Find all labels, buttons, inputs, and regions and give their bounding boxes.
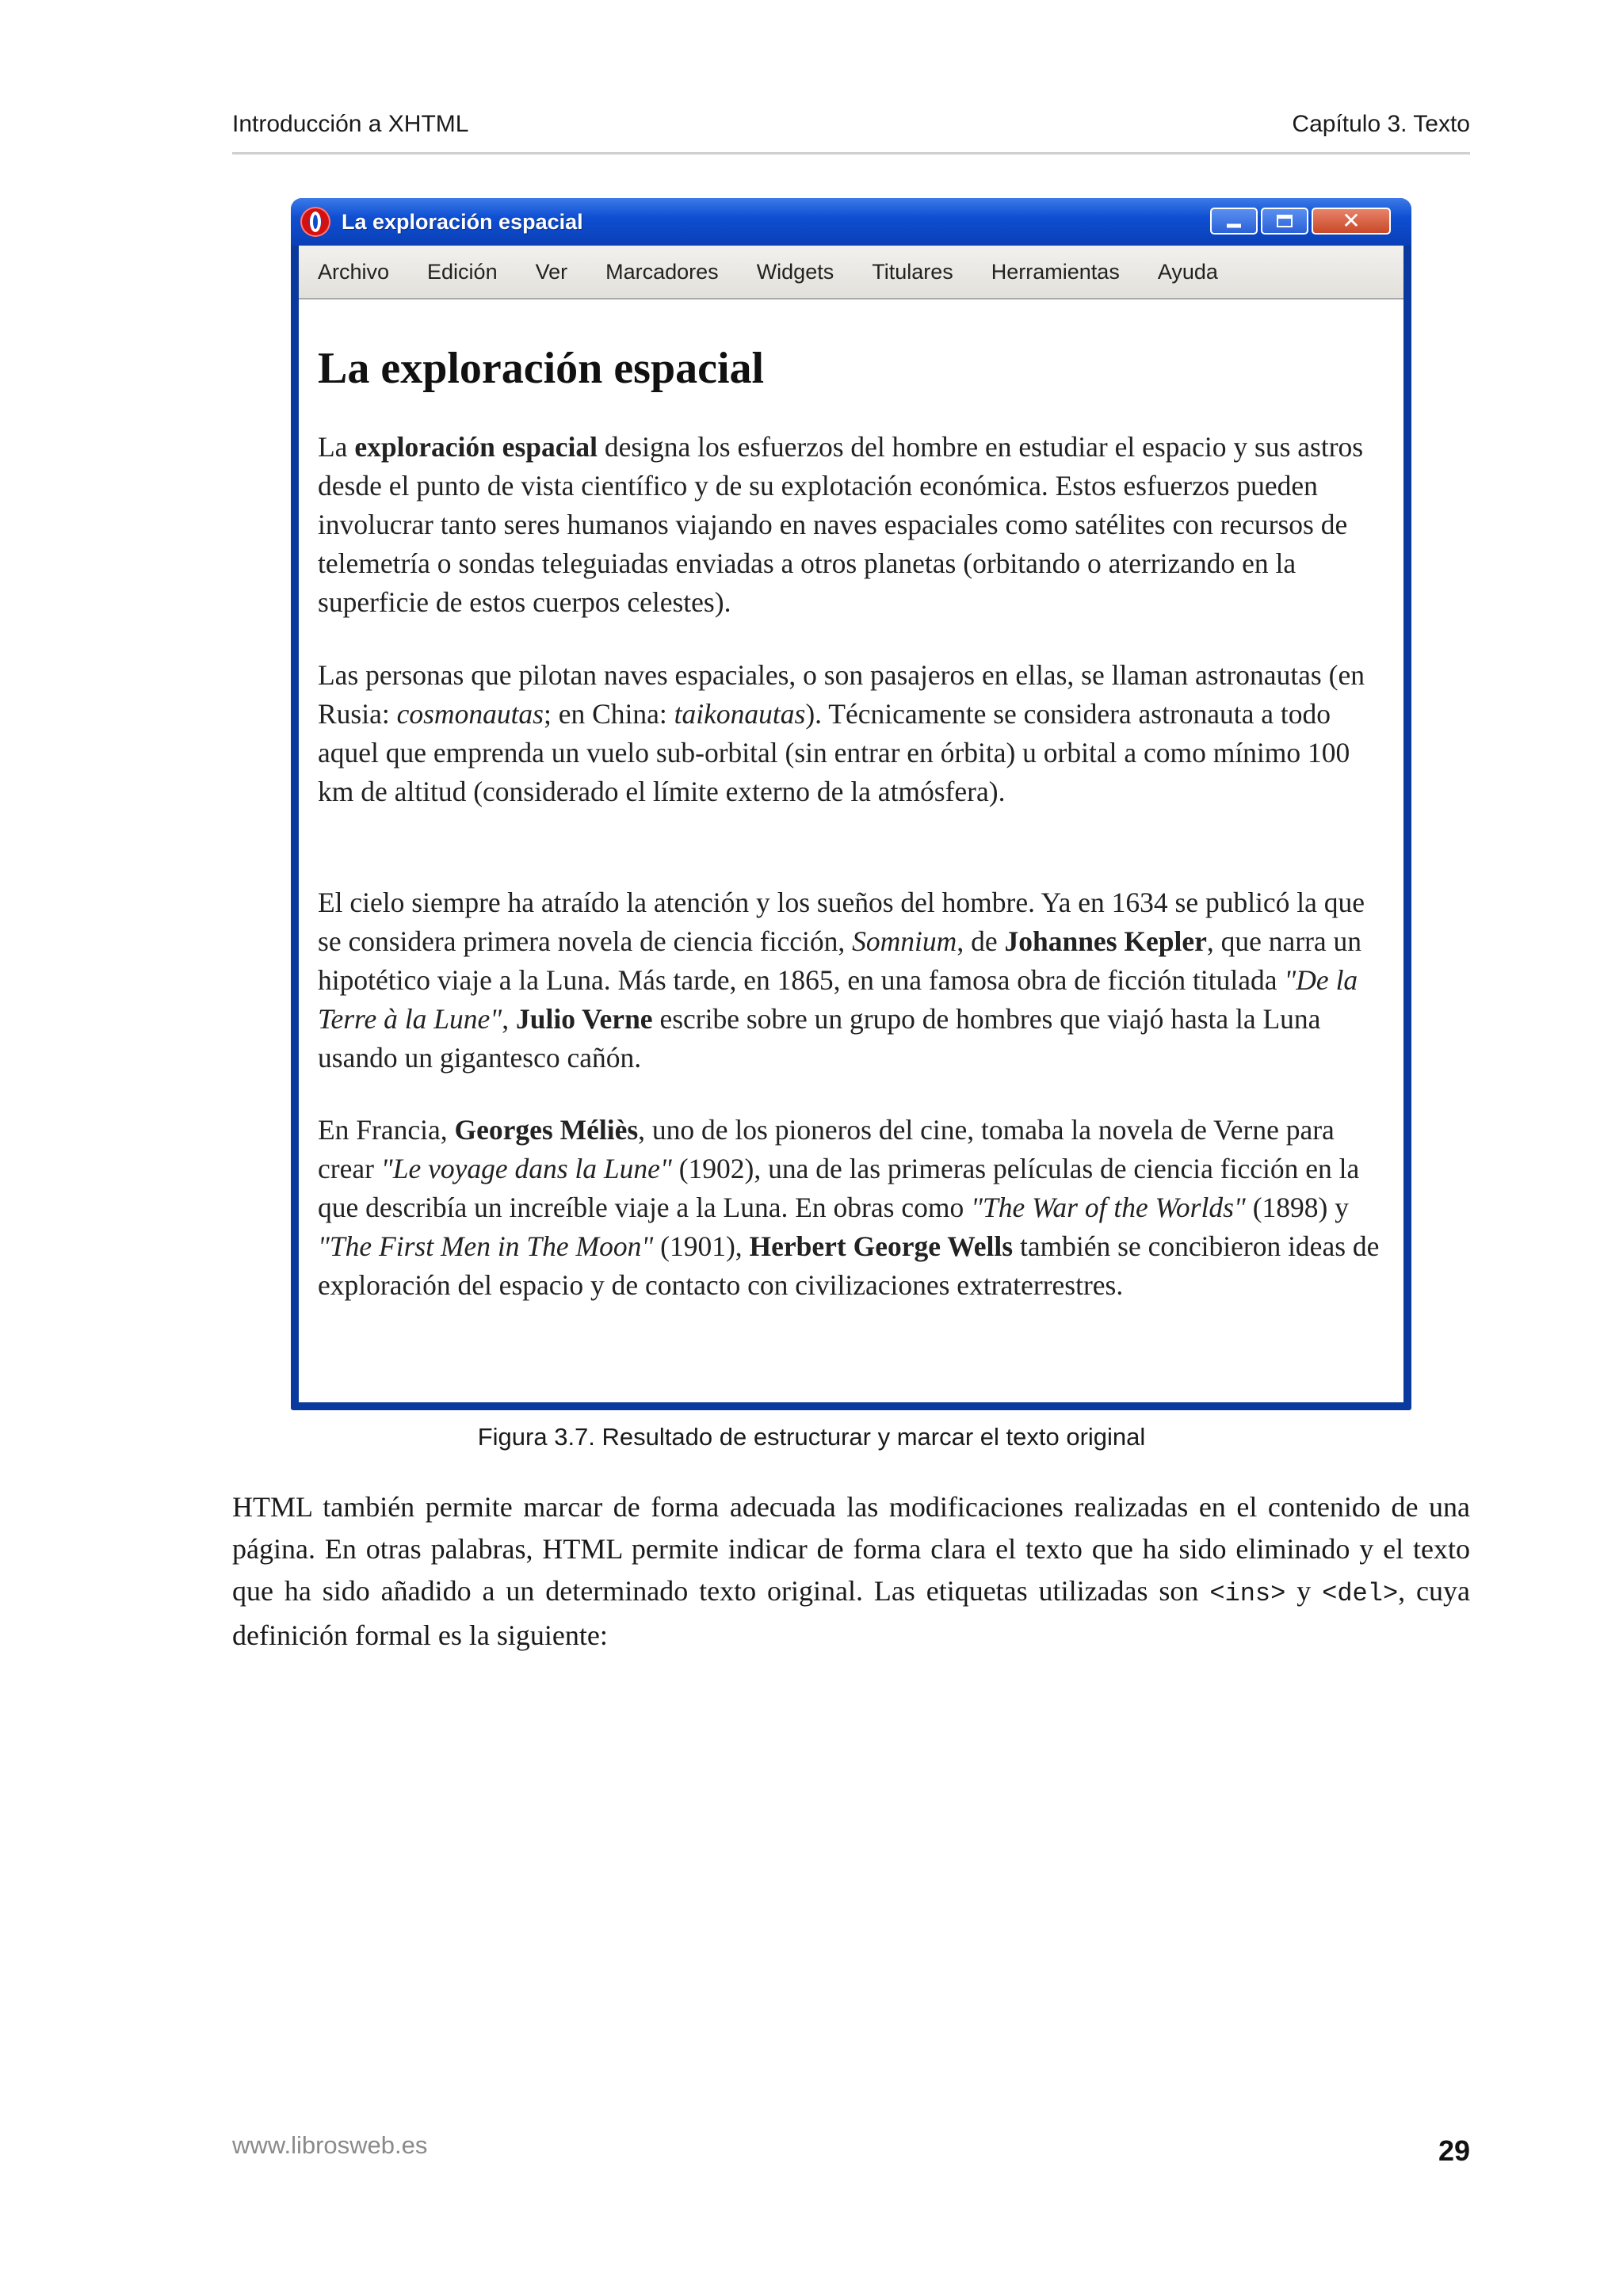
text-run: (1898) y [1245, 1192, 1349, 1223]
text-run: (1901), [653, 1230, 750, 1262]
code-text: <ins> [1209, 1579, 1286, 1608]
menu-herramientas[interactable]: Herramientas [991, 259, 1120, 284]
article-heading: La exploración espacial [318, 344, 765, 393]
text-run: , cuya definición formal es la siguiente: [232, 1575, 1470, 1651]
running-header [232, 111, 1470, 154]
text-run: Las personas que pilotan naves espaciales, o son pasajeros en ellas, se llaman astronautas (en Rusia: [318, 659, 1365, 730]
text-run: El cielo siempre ha atraído la atención y los sueños del hombre. Ya en 1634 se publicó la que se considera primera novela de ciencia ficción, [318, 887, 1365, 957]
menu-bar [299, 246, 1403, 299]
italic-text: "The War of the Worlds" [971, 1192, 1246, 1223]
menu-edicion[interactable]: Edición [427, 259, 498, 284]
text-run: también se concibieron ideas de exploración del espacio y de contacto con civilizaciones extraterrestres. [318, 1230, 1380, 1301]
menu-ver[interactable]: Ver [535, 259, 568, 284]
bold-text: Georges Méliès [454, 1114, 639, 1146]
italic-text: taikonautas [674, 698, 806, 730]
browser-window-screenshot [291, 198, 1411, 1410]
italic-text: "The First Men in The Moon" [318, 1230, 654, 1262]
menu-titulares[interactable]: Titulares [872, 259, 953, 284]
maximize-button[interactable] [1261, 208, 1308, 235]
text-run: , que narra un hipotético viaje a la Luna. Más tarde, en 1865, en una famosa obra de ficción titulada [318, 925, 1362, 996]
article-paragraph-4 [318, 1111, 1388, 1305]
window-controls [1210, 208, 1391, 235]
text-run: ). Técnicamente se considera astronauta a todo aquel que emprenda un vuelo sub-orbital (sin entrar en órbita) u orbital a como mínimo 100 km de altitud (considerado el límite externo de la atmósfera). [318, 698, 1350, 807]
close-button[interactable] [1312, 208, 1391, 235]
text-run: ; en China: [544, 698, 674, 730]
code-text: <del> [1322, 1579, 1399, 1608]
text-run: , de [957, 925, 1005, 957]
minimize-button[interactable] [1210, 208, 1258, 235]
header-book-title: Introducción a XHTML [232, 111, 469, 137]
header-chapter: Capítulo 3. Texto [1292, 111, 1470, 137]
page-content [299, 299, 1403, 1402]
text-run: En Francia, [318, 1114, 455, 1146]
close-icon: ✕ [1342, 208, 1361, 233]
text-run: , uno de los pioneros del cine, tomaba la novela de Verne para crear [318, 1114, 1335, 1184]
window-title: La exploración espacial [342, 209, 583, 234]
article-paragraph-2 [318, 656, 1388, 811]
text-run: designa los esfuerzos del hombre en estudiar el espacio y sus astros desde el punto de vista científico y de su explotación económica. Estos esfuerzos pueden involucrar tanto seres humanos viajando en naves espaciales como satélites con recursos de telemetría o sondas teleguiadas enviadas a otros planetas (orbitando o aterrizando en la superficie de estos cuerpos celestes). [318, 431, 1364, 618]
bold-text: Johannes Kepler [1004, 925, 1207, 957]
italic-text: "Le voyage dans la Lune" [380, 1153, 672, 1184]
text-run: La [318, 431, 355, 463]
footer-url: www.librosweb.es [232, 2131, 428, 2159]
minimize-icon [1227, 224, 1241, 228]
page-number: 29 [1438, 2134, 1470, 2167]
opera-icon [300, 207, 330, 237]
menu-marcadores[interactable]: Marcadores [605, 259, 719, 284]
italic-text: "De la Terre à la Lune" [318, 964, 1358, 1035]
article-paragraph-3 [318, 883, 1388, 1077]
article-paragraph-1 [318, 428, 1388, 622]
menu-archivo[interactable]: Archivo [318, 259, 390, 284]
menu-widgets[interactable]: Widgets [756, 259, 834, 284]
menu-ayuda[interactable]: Ayuda [1157, 259, 1218, 284]
body-paragraph [232, 1486, 1470, 1657]
italic-text: cosmonautas [396, 698, 544, 730]
bold-text: Julio Verne [515, 1003, 653, 1035]
maximize-icon [1277, 215, 1293, 227]
text-run: (1902), una de las primeras películas de ciencia ficción en la que describía un increíble viaje a la Luna. En obras como [318, 1153, 1360, 1223]
bold-text: Herbert George Wells [749, 1230, 1014, 1262]
bold-text: exploración espacial [354, 431, 598, 463]
italic-text: Somnium [852, 925, 957, 957]
text-run: y [1285, 1575, 1323, 1607]
text-run: escribe sobre un grupo de hombres que viajó hasta la Luna usando un gigantesco cañón. [318, 1003, 1321, 1074]
text-run: HTML también permite marcar de forma adecuada las modificaciones realizadas en el contenido de una página. En otras palabras, HTML permite indicar de forma clara el texto que ha sido eliminado y el texto que ha sido añadido a un determinado texto original. Las etiquetas utilizadas son [232, 1491, 1470, 1607]
text-run: , [502, 1003, 516, 1035]
figure-caption: Figura 3.7. Resultado de estructurar y marcar el texto original [477, 1423, 1146, 1451]
window-titlebar [291, 198, 1411, 246]
